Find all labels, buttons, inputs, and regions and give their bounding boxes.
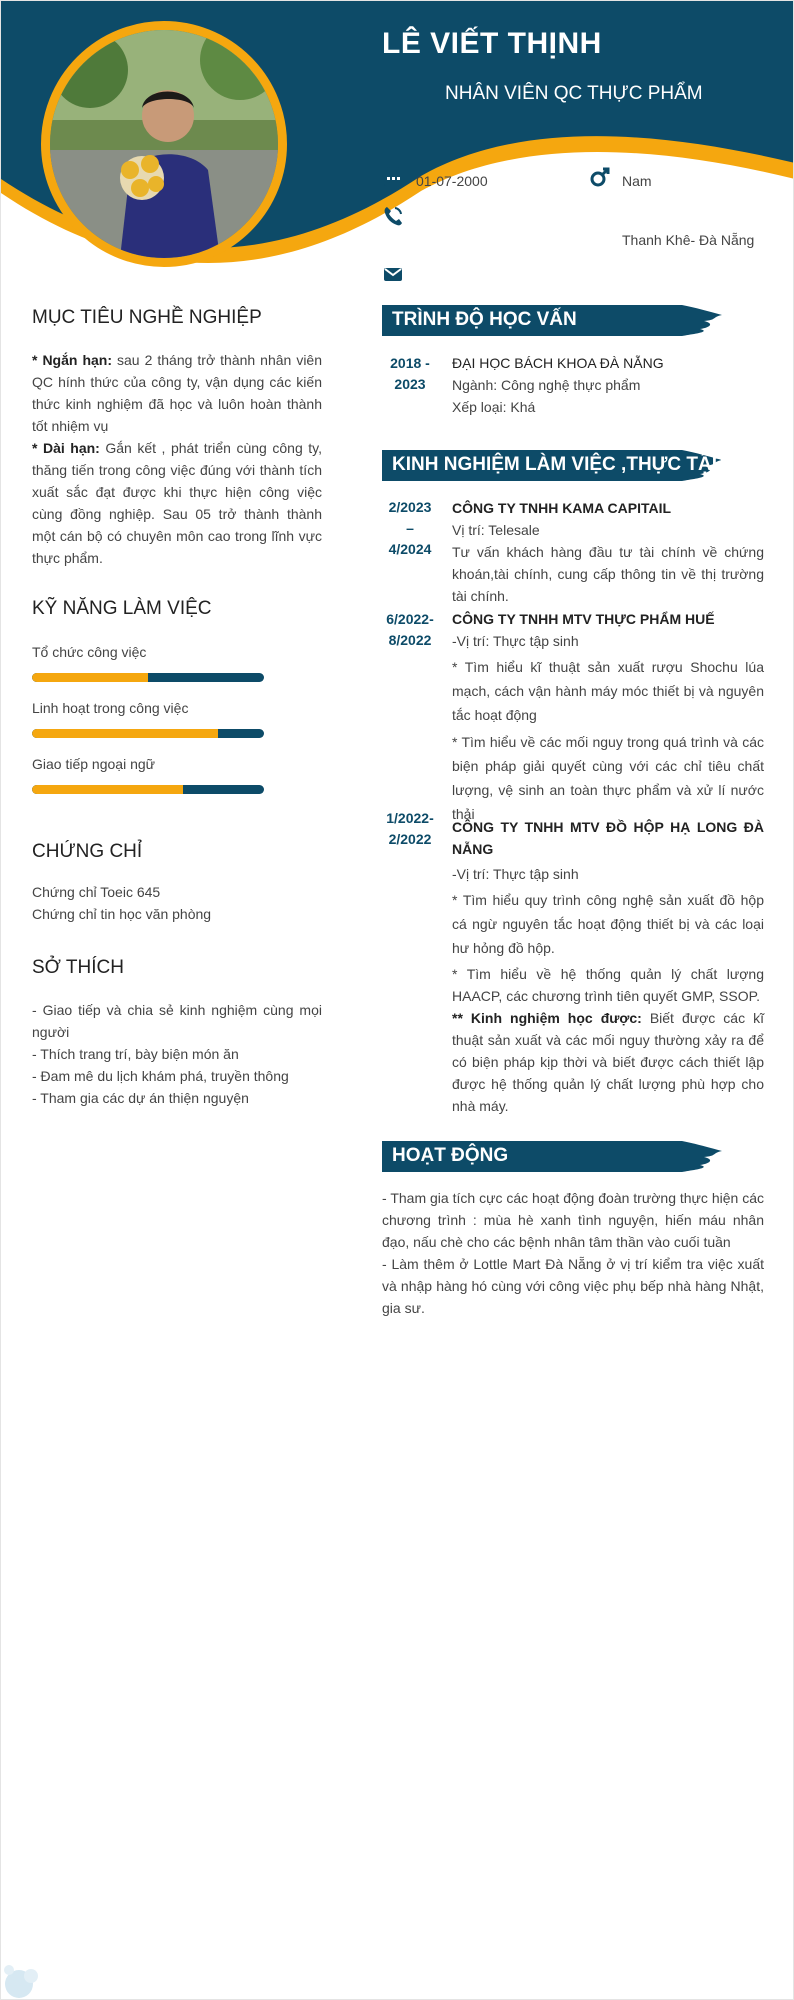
job-desc: * Tìm hiểu về hệ thống quản lý chất lượng HAACP, các chương trình tiên quyết GMP, SSOP. bbox=[452, 966, 764, 1004]
job-desc: * Tìm hiểu về các mối nguy trong quá trình và các biện pháp giải quyết cùng với các chỉ tiêu chất lượng, vệ sinh an toàn thực phẩm và xử lí nước thải bbox=[452, 734, 764, 822]
rank-text: Xếp loại: Khá bbox=[452, 399, 536, 415]
objective-long-text: Gắn kết , phát triển cùng công ty, thăng tiến trong công việc đúng với thành tích xuất sắc đạt được khi thực hiện công việc cùng đồng nghiệp. Sau 05 trở thành thành một cán bộ có chuyên môn cao trong lĩnh vực thực phẩm. bbox=[32, 440, 322, 566]
hobby-item: - Tham gia các dự án thiện nguyện bbox=[32, 1090, 249, 1106]
job-desc: Tư vấn khách hàng đầu tư tài chính về chứng khoán,tài chính, cung cấp thông tin về thị trường tài chính. bbox=[452, 544, 764, 604]
objective-long bbox=[32, 437, 322, 569]
job-role: -Vị trí: Thực tập sinh bbox=[452, 633, 579, 649]
objective-long-label: * Dài hạn: bbox=[32, 440, 100, 456]
skills-title: KỸ NĂNG LÀM VIỆC bbox=[32, 598, 212, 619]
birthday-text: 01-07-2000 bbox=[416, 173, 488, 189]
job-desc: * Tìm hiểu kĩ thuật sản xuất rượu Shochu lúa mạch, cách vận hành máy móc thiết bị và nguyên tắc hoạt động bbox=[452, 659, 764, 723]
job-date-end: 2/2022 bbox=[388, 831, 432, 847]
calendar-icon bbox=[382, 166, 404, 188]
profile-photo-illustration bbox=[50, 30, 278, 258]
email-icon bbox=[382, 263, 404, 285]
education-title: TRÌNH ĐỘ HỌC VẤN bbox=[392, 309, 577, 330]
job-role: -Vị trí: Thực tập sinh bbox=[452, 866, 579, 882]
job-date-end: 4/2024 bbox=[388, 541, 432, 557]
major-text: Ngành: Công nghệ thực phẩm bbox=[452, 377, 641, 393]
activity-item: - Tham gia tích cực các hoạt động đoàn trường thực hiện các chương trình : mùa hè xanh tình nguyện, hiến máu nhân đạo, nấu chè cho các bệnh nhân tâm thần vào cuối tuần bbox=[382, 1190, 764, 1250]
hobby-item: - Thích trang trí, bày biện món ăn bbox=[32, 1046, 239, 1062]
hobbies-list bbox=[32, 999, 322, 1109]
section-band-experience bbox=[382, 450, 725, 481]
skill-fill bbox=[32, 785, 183, 794]
certificate-item: Chứng chỉ Toeic 645 bbox=[32, 884, 161, 900]
skill-fill bbox=[32, 729, 218, 738]
certificates-list bbox=[32, 881, 322, 925]
job-entry bbox=[452, 816, 764, 1117]
job-org: CÔNG TY TNHH MTV THỰC PHẨM HUẾ bbox=[452, 611, 715, 627]
job-desc bbox=[452, 1007, 764, 1117]
skill-bar bbox=[32, 673, 264, 682]
activities-title: HOẠT ĐỘNG bbox=[392, 1145, 509, 1166]
address-text: Thanh Khê- Đà Nẵng bbox=[622, 232, 755, 248]
job-title: NHÂN VIÊN QC THỰC PHẨM bbox=[445, 83, 703, 104]
profile-photo bbox=[41, 21, 287, 267]
job-date-end: 8/2022 bbox=[388, 632, 432, 648]
education-date-end: 2023 bbox=[394, 376, 426, 392]
phone-icon bbox=[382, 205, 404, 227]
hobbies-title: SỞ THÍCH bbox=[32, 957, 124, 978]
education-entry bbox=[452, 352, 764, 418]
certificate-item: Chứng chỉ tin học văn phòng bbox=[32, 906, 212, 922]
hobby-item: - Giao tiếp và chia sẻ kinh nghiệm cùng mọi người bbox=[32, 1002, 322, 1040]
education-date bbox=[374, 353, 446, 395]
hobby-item: - Đam mê du lịch khám phá, truyền thông bbox=[32, 1068, 289, 1084]
job-date bbox=[374, 808, 446, 850]
objective-short-label: * Ngắn hạn: bbox=[32, 352, 113, 368]
job-date-start: 2/2023 bbox=[388, 499, 432, 515]
gender-icon bbox=[589, 166, 611, 188]
job-lesson-text: Biết được các kĩ thuật sản xuất và các mối nguy thường xảy ra để có biện pháp kịp thời và biết được cách thiết lập được hệ thống quản lý chất lượng phù hợp cho nhà máy. bbox=[452, 1010, 764, 1114]
skill-label: Linh hoạt trong công việc bbox=[32, 700, 189, 716]
candidate-name: LÊ VIẾT THỊNH bbox=[382, 27, 602, 60]
job-entry bbox=[452, 608, 764, 826]
objective-short-text: sau 2 tháng trở thành nhân viên QC hính thức của công ty, vận dụng các kiến thức kinh nghiệm đã học và luôn hoàn thành tốt nhiệm vụ bbox=[32, 352, 323, 434]
job-date bbox=[374, 609, 446, 651]
skill-fill bbox=[32, 673, 148, 682]
job-role: Vị trí: Telesale bbox=[452, 522, 540, 538]
job-date-dash: – bbox=[406, 520, 414, 536]
skill-bar bbox=[32, 785, 264, 794]
objective-short bbox=[32, 349, 322, 437]
experience-title: KINH NGHIỆM LÀM VIỆC ,THỰC TẬP bbox=[392, 454, 725, 475]
job-lesson-label: ** Kinh nghiệm học được: bbox=[452, 1010, 642, 1026]
job-desc: * Tìm hiểu quy trình công nghệ sản xuất đồ hộp cá ngừ nguyên tắc hoạt động thiết bị và các loại hư hỏng đồ hộp. bbox=[452, 892, 764, 956]
skill-bar bbox=[32, 729, 264, 738]
certificates-title: CHỨNG CHỈ bbox=[32, 841, 143, 862]
skill-label: Giao tiếp ngoại ngữ bbox=[32, 756, 156, 772]
job-entry bbox=[452, 497, 764, 607]
skill-label: Tổ chức công việc bbox=[32, 644, 147, 660]
job-date bbox=[374, 497, 446, 560]
decorative-splash bbox=[1, 1956, 51, 2000]
activity-item: - Làm thêm ở Lottle Mart Đà Nẵng ở vị trí kiểm tra việc xuất và nhập hàng hó cùng với công việc phụ bếp nhà hàng Nhật, gia sư. bbox=[382, 1256, 764, 1316]
section-band-activities bbox=[382, 1141, 722, 1172]
objective-title: MỤC TIÊU NGHỀ NGHIỆP bbox=[32, 307, 262, 328]
activities-list bbox=[382, 1187, 764, 1319]
job-date-start: 6/2022- bbox=[386, 611, 434, 627]
gender-text: Nam bbox=[622, 173, 652, 189]
objective-text bbox=[32, 349, 322, 569]
job-date-start: 1/2022- bbox=[386, 810, 434, 826]
education-date-start: 2018 - bbox=[390, 355, 430, 371]
job-org: CÔNG TY TNHH KAMA CAPITAIL bbox=[452, 500, 672, 516]
section-band-education bbox=[382, 305, 722, 336]
school-name: ĐẠI HỌC BÁCH KHOA ĐÀ NẴNG bbox=[452, 355, 664, 371]
job-org: CÔNG TY TNHH MTV ĐỒ HỘP HẠ LONG ĐÀ NẴNG bbox=[452, 819, 764, 857]
